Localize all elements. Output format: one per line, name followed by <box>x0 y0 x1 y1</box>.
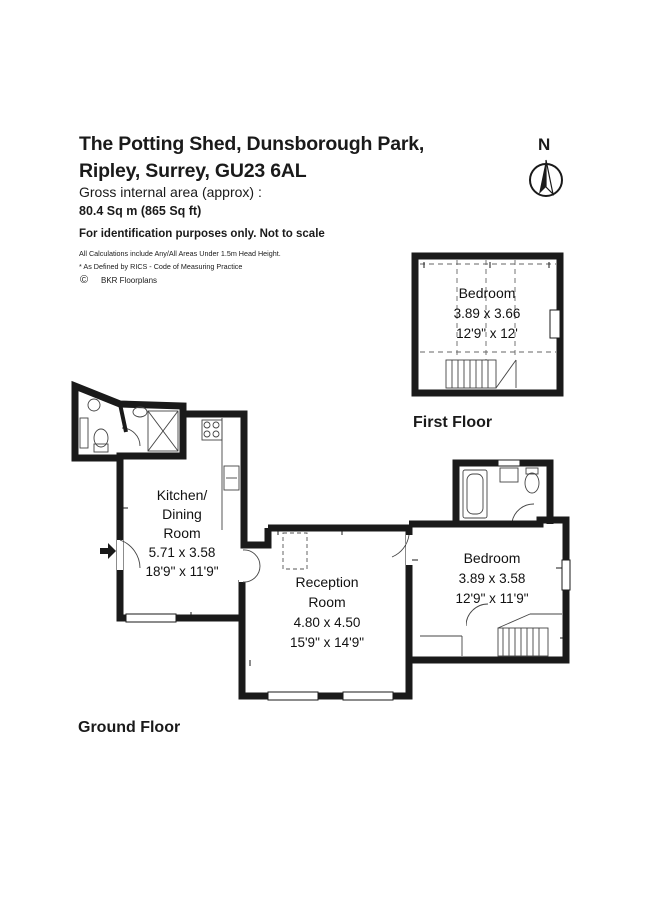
entrance-arrow-icon <box>100 543 116 559</box>
first-floor-label: First Floor <box>413 414 493 431</box>
credit: BKR Floorplans <box>101 276 158 285</box>
copyright-symbol: © <box>80 274 89 286</box>
rics-note: * As Defined by RICS - Code of Measuring Practice <box>79 262 243 271</box>
ground-bedroom-name: Bedroom <box>463 550 521 566</box>
first-floor-bedroom-metric: 3.89 x 3.66 <box>453 306 521 321</box>
area-value: 80.4 Sq m (865 Sq ft) <box>79 204 202 218</box>
kitchen-dining-label <box>145 487 218 579</box>
kitchen-metric: 5.71 x 3.58 <box>148 545 216 560</box>
first-floor-bedroom-imperial: 12'9" x 12' <box>456 326 518 341</box>
title-line-1: The Potting Shed, Dunsborough Park, <box>79 133 425 155</box>
ground-bedroom-metric: 3.89 x 3.58 <box>458 571 526 586</box>
first-floor-bedroom-name: Bedroom <box>458 285 516 301</box>
kitchen-name-line-2: Dining <box>162 506 202 522</box>
reception-room-label <box>290 574 364 650</box>
compass-label: N <box>538 135 551 154</box>
title-line-2: Ripley, Surrey, GU23 6AL <box>79 160 307 182</box>
kitchen-name-line-1: Kitchen/ <box>156 487 208 503</box>
identification-note: For identification purposes only. Not to scale <box>79 228 325 240</box>
reception-name-line-1: Reception <box>295 574 359 590</box>
kitchen-imperial: 18'9" x 11'9" <box>145 564 219 579</box>
ground-floor-bedroom-label <box>455 550 528 606</box>
first-floor-bedroom-label <box>454 285 521 341</box>
area-label: Gross internal area (approx) : <box>79 184 262 200</box>
reception-imperial: 15'9" x 14'9" <box>289 635 365 650</box>
reception-metric: 4.80 x 4.50 <box>293 615 361 630</box>
reception-name-line-2: Room <box>308 594 346 610</box>
ground-floor-label: Ground Floor <box>78 719 181 736</box>
first-floor-plan <box>415 256 560 393</box>
ground-bedroom-imperial: 12'9" x 11'9" <box>455 591 529 606</box>
calculation-note: All Calculations include Any/All Areas Under 1.5m Head Height. <box>79 249 281 258</box>
kitchen-name-line-3: Room <box>163 525 201 541</box>
ground-floor-plan <box>75 386 570 700</box>
